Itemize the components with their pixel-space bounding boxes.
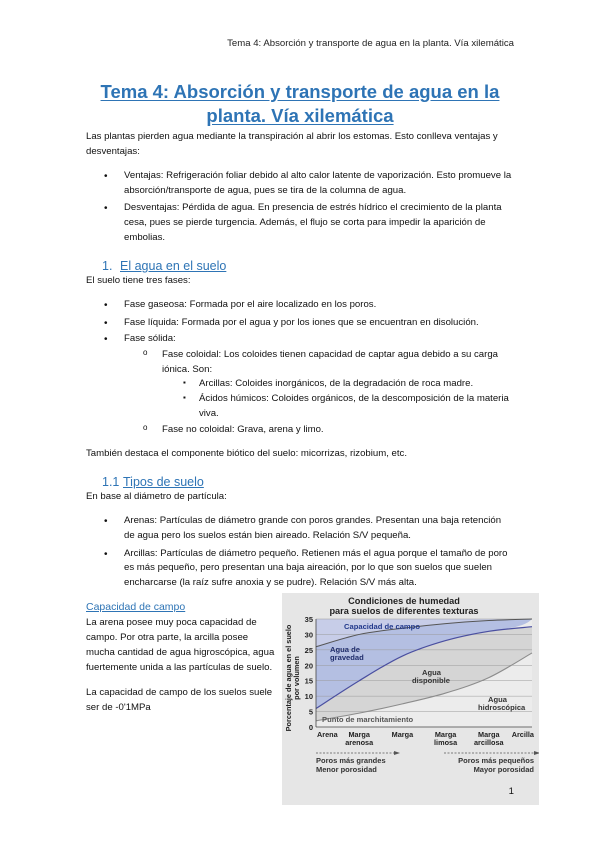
capacity-heading: Capacidad de campo	[86, 601, 186, 614]
gravity-water-label-2: gravedad	[330, 653, 364, 663]
section-title[interactable]: Tipos de suelo	[123, 474, 204, 489]
hygroscopic-water-label-2: hidroscópica	[478, 703, 526, 713]
intro-paragraph: Las plantas pierden agua mediante la transpiración al abrir los estomas. Esto conlleva ventajas y desventajas:	[86, 131, 498, 157]
section-intro: En base al diámetro de partícula:	[86, 490, 227, 502]
y-tick-label: 35	[304, 615, 313, 625]
available-water-label: Agua	[422, 668, 441, 678]
x-tick-label-line2: arenosa	[345, 738, 374, 748]
capacity-section	[86, 596, 534, 799]
chart-title-line2: para suelos de diferentes texturas	[329, 606, 479, 617]
available-water-label-2: disponible	[412, 676, 450, 686]
x-tick-label: Marga	[348, 730, 370, 740]
biotic-paragraph: También destaca el componente biótico del suelo: micorrizas, rizobium, etc.	[86, 447, 408, 459]
x-tick-label: Marga	[478, 730, 500, 740]
list-item: • Arcillas: Partículas de diámetro pequeño. Retienen más el agua porque el tamaño de poro es más pequeño, pero presentan una baja aireación, por lo que son suelos que suelen encharcarse (la raíz sufre anoxia y se pudre). Relación S/V más alta.	[86, 547, 514, 592]
list-item: ▪ Arcillas: Coloides inorgánicos, de la degradación de roca madre.	[162, 377, 514, 392]
list-item: • Fase líquida: Formada por el agua y por los iones que se encuentran en disolución.	[86, 316, 514, 331]
x-tick-label: Arcilla	[511, 730, 534, 740]
capacity-text	[86, 599, 276, 715]
soil-moisture-figure	[282, 593, 539, 805]
y-tick-label: 20	[304, 661, 313, 671]
list-item: • Ventajas: Refrigeración foliar debido al alto calor latente de vaporización. Esto promueve la absorción/transporte de agua, pues se tira de la columna de agua.	[86, 169, 514, 199]
y-axis-label-line1: Porcentaje de agua en el suelo	[284, 624, 293, 732]
solid-phase-list	[124, 348, 514, 438]
y-tick-label: 25	[304, 645, 313, 655]
section-number: 1.1	[102, 474, 120, 489]
section-intro: El suelo tiene tres fases:	[86, 275, 191, 287]
list-item: ▪ Ácidos húmicos: Coloides orgánicos, de la descomposición de la materia viva.	[162, 392, 514, 422]
section-heading-1-1	[102, 474, 514, 490]
x-tick-label: Marga	[434, 730, 457, 740]
hygroscopic-water-label: Agua	[488, 695, 507, 705]
wilting-point-label: Punto de marchitamiento	[322, 715, 414, 725]
capacity-paragraph: La arena posee muy poca capacidad de campo. Por otra parte, la arcilla posee mucha cantidad de agua higroscópica, agua fuertemente unida a las partículas de suelo.	[86, 617, 275, 673]
document-body	[86, 130, 534, 799]
phases-list	[86, 298, 514, 438]
chart-title-line1: Condiciones de humedad	[348, 596, 460, 607]
x-tick-label: Marga	[391, 730, 414, 740]
page-title: Tema 4: Absorción y transporte de agua en la planta. Vía xilemática	[100, 81, 500, 127]
y-tick-label: 10	[304, 692, 313, 702]
list-item	[124, 348, 514, 422]
right-note-line2: Mayor porosidad	[473, 765, 534, 775]
section-title[interactable]: El agua en el suelo	[120, 259, 227, 274]
list-item-label: Fase coloidal: Los coloides tienen capacidad de captar agua debido a su carga iónica. Son:	[162, 348, 499, 375]
left-note-line1: Poros más grandes	[316, 756, 386, 766]
y-axis-label-line2: por volumen	[292, 656, 301, 701]
field-capacity-label: Capacidad de campo	[344, 622, 420, 632]
plot-area	[316, 619, 532, 727]
list-item: • Fase gaseosa: Formada por el aire localizado en los poros.	[86, 298, 514, 313]
list-item: • Desventajas: Pérdida de agua. En presencia de estrés hídrico el crecimiento de la planta cesa, pues se pierde turgencia. Además, el flujo se corta para impedir la aparición de embolias.	[86, 201, 514, 246]
list-item: • Arenas: Partículas de diámetro grande con poros grandes. Presentan una baja retención de agua pero los suelos están bien aireado. Relación S/V pequeña.	[86, 514, 514, 544]
y-tick-label: 0	[308, 723, 313, 733]
soil-types-list	[86, 514, 514, 591]
section-heading-1	[102, 258, 514, 274]
right-note-line1: Poros más pequeños	[458, 756, 534, 766]
list-item: o Fase no coloidal: Grava, arena y limo.	[124, 423, 514, 438]
y-tick-label: 5	[308, 707, 313, 717]
y-tick-label: 15	[304, 676, 313, 686]
x-tick-label-line2: limosa	[434, 738, 458, 748]
list-item-label: Fase sólida:	[124, 332, 176, 344]
section-number: 1.	[102, 259, 113, 274]
y-tick-label: 30	[304, 630, 313, 640]
x-tick-label-line2: arcillosa	[473, 738, 504, 748]
list-item	[86, 332, 514, 438]
capacity-paragraph-2: La capacidad de campo de los suelos suele ser de -0'1MPa	[86, 686, 273, 713]
coloid-list	[162, 377, 514, 422]
page-number: 1	[508, 786, 514, 798]
page-header: Tema 4: Absorción y transporte de agua en la planta. Vía xilemática	[227, 38, 514, 49]
soil-moisture-chart	[282, 593, 539, 805]
pros-cons-list	[86, 169, 514, 246]
left-note-line2: Menor porosidad	[316, 765, 377, 775]
x-tick-label: Arena	[317, 730, 338, 740]
gravity-water-label: Agua de	[330, 645, 360, 655]
